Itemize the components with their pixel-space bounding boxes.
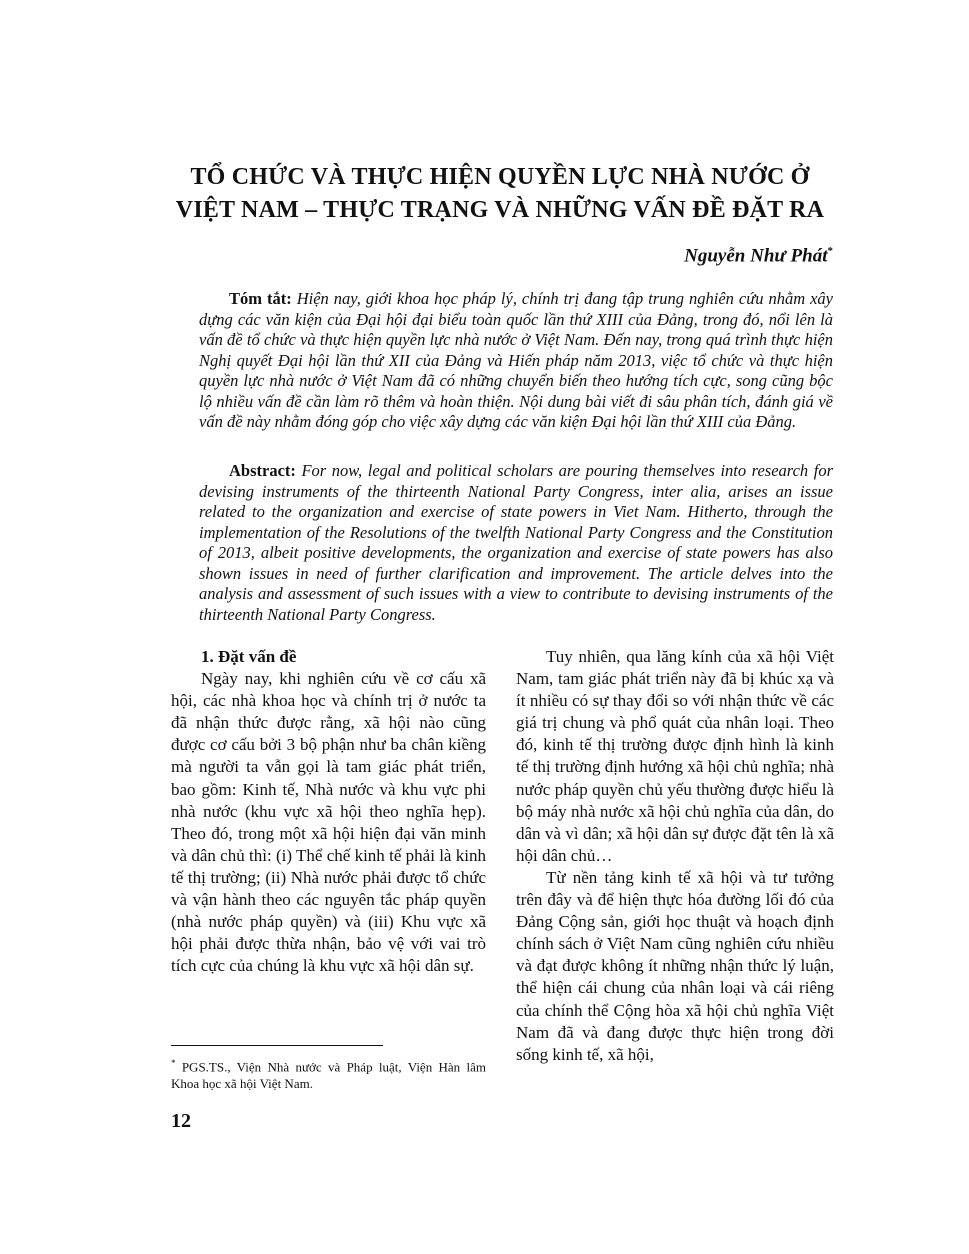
- abstract-vietnamese: [199, 289, 833, 433]
- article-title-line-1: TỔ CHỨC VÀ THỰC HIỆN QUYỀN LỰC NHÀ NƯỚC Ở: [190, 164, 810, 190]
- author-footnote-mark: *: [827, 245, 833, 257]
- body-paragraph: Ngày nay, khi nghiên cứu về cơ cấu xã hội, các nhà khoa học và chính trị ở nước ta đã nhận thức được rằng, xã hội nào cũng được cơ cấu bởi 3 bộ phận như ba chân kiềng mà người ta vẫn gọi là tam giác phát triển, bao gồm: Kinh tế, Nhà nước và khu vực phi nhà nước (khu vực xã hội theo nghĩa hẹp). Theo đó, trong một xã hội hiện đại văn minh và dân chủ thì: (i) Thể chế kinh tế phải là kinh tế thị trường; (ii) Nhà nước phải được tổ chức và vận hành theo các nguyên tắc pháp quyền (nhà nước pháp quyền) và (iii) Khu vực xã hội phải được thừa nhận, bảo vệ với vai trò tích cực của chúng là khu vực xã hội dân sự.: [171, 669, 486, 976]
- abstract-en-text: For now, legal and political scholars are pouring themselves into research for devising instruments of the thirteenth National Party Congress, inter alia, arises an issue related to the organization and exercise of state powers in Viet Nam. Hitherto, through the implementation of the Resolutions of the twelfth National Party Congress and the Constitution of 2013, albeit positive developments, the organization and exercise of state powers has also shown issues in need of further clarification and improvement. The article delves into the analysis and assessment of such issues with a view to contribute to devising instruments of the thirteenth National Party Congress.: [199, 461, 833, 624]
- body-paragraph: Tuy nhiên, qua lăng kính của xã hội Việt Nam, tam giác phát triển này đã bị khúc xạ và ít nhiều có sự thay đổi so với nhận thức về các giá trị chung và phổ quát của nhân loại. Theo đó, kinh tế thị trường được định hình là kinh tế thị trường định hướng xã hội chủ nghĩa; nhà nước pháp quyền chủ yếu thường được hiểu là bộ máy nhà nước xã hội chủ nghĩa của dân, do dân và vì dân; xã hội dân sự được đặt tên là xã hội dân chủ…: [516, 647, 834, 865]
- abstract-english: [199, 461, 833, 625]
- body-paragraph: Từ nền tảng kinh tế xã hội và tư tưởng trên đây và để hiện thực hóa đường lối đó của Đảng Cộng sản, giới học thuật và hoạch định chính sách ở Việt Nam cũng nghiên cứu nhiều và đạt được không ít những nhận thức lý luận, thể hiện cái chung của nhân loại và cái riêng của chính thể Cộng hòa xã hội chủ nghĩa Việt Nam đã và đang được thực hiện trong đời sống kinh tế, xã hội,: [516, 867, 834, 1064]
- footnote-text: PGS.TS., Viện Nhà nước và Pháp luật, Viện Hàn lâm Khoa học xã hội Việt Nam.: [171, 1059, 486, 1092]
- abstract-vi-label: Tóm tắt:: [229, 289, 292, 308]
- abstract-en-label: Abstract:: [229, 461, 296, 480]
- page-number: 12: [171, 1110, 191, 1132]
- author-name: Nguyễn Như Phát: [684, 245, 828, 267]
- footnote: [171, 1055, 486, 1092]
- footnote-mark: *: [171, 1058, 176, 1068]
- body-column-right: [516, 646, 834, 1066]
- article-title: [150, 161, 850, 227]
- body-column-left: [171, 646, 486, 977]
- section-heading: 1. Đặt vấn đề: [201, 647, 297, 666]
- footnote-divider: [171, 1045, 383, 1046]
- article-title-line-2: VIỆT NAM – THỰC TRẠNG VÀ NHỮNG VẤN ĐỀ ĐẶT RA: [175, 197, 825, 223]
- abstract-vi-text: Hiện nay, giới khoa học pháp lý, chính trị đang tập trung nghiên cứu nhằm xây dựng các văn kiện của Đại hội đại biểu toàn quốc lần thứ XIII của Đảng, trong đó, nổi lên là vấn đề tổ chức và thực hiện quyền lực nhà nước ở Việt Nam. Đến nay, trong quá trình thực hiện Nghị quyết Đại hội lần thứ XII của Đảng và Hiến pháp năm 2013, việc tổ chức và thực hiện quyền lực nhà nước ở Việt Nam đã có những chuyển biến theo hướng tích cực, song cũng bộc lộ nhiều vấn đề cần làm rõ thêm và hoàn thiện. Nội dung bài viết đi sâu phân tích, đánh giá về vấn đề này nhằm đóng góp cho việc xây dựng các văn kiện Đại hội lần thứ XIII của Đảng.: [199, 289, 833, 431]
- author-byline: [684, 245, 833, 267]
